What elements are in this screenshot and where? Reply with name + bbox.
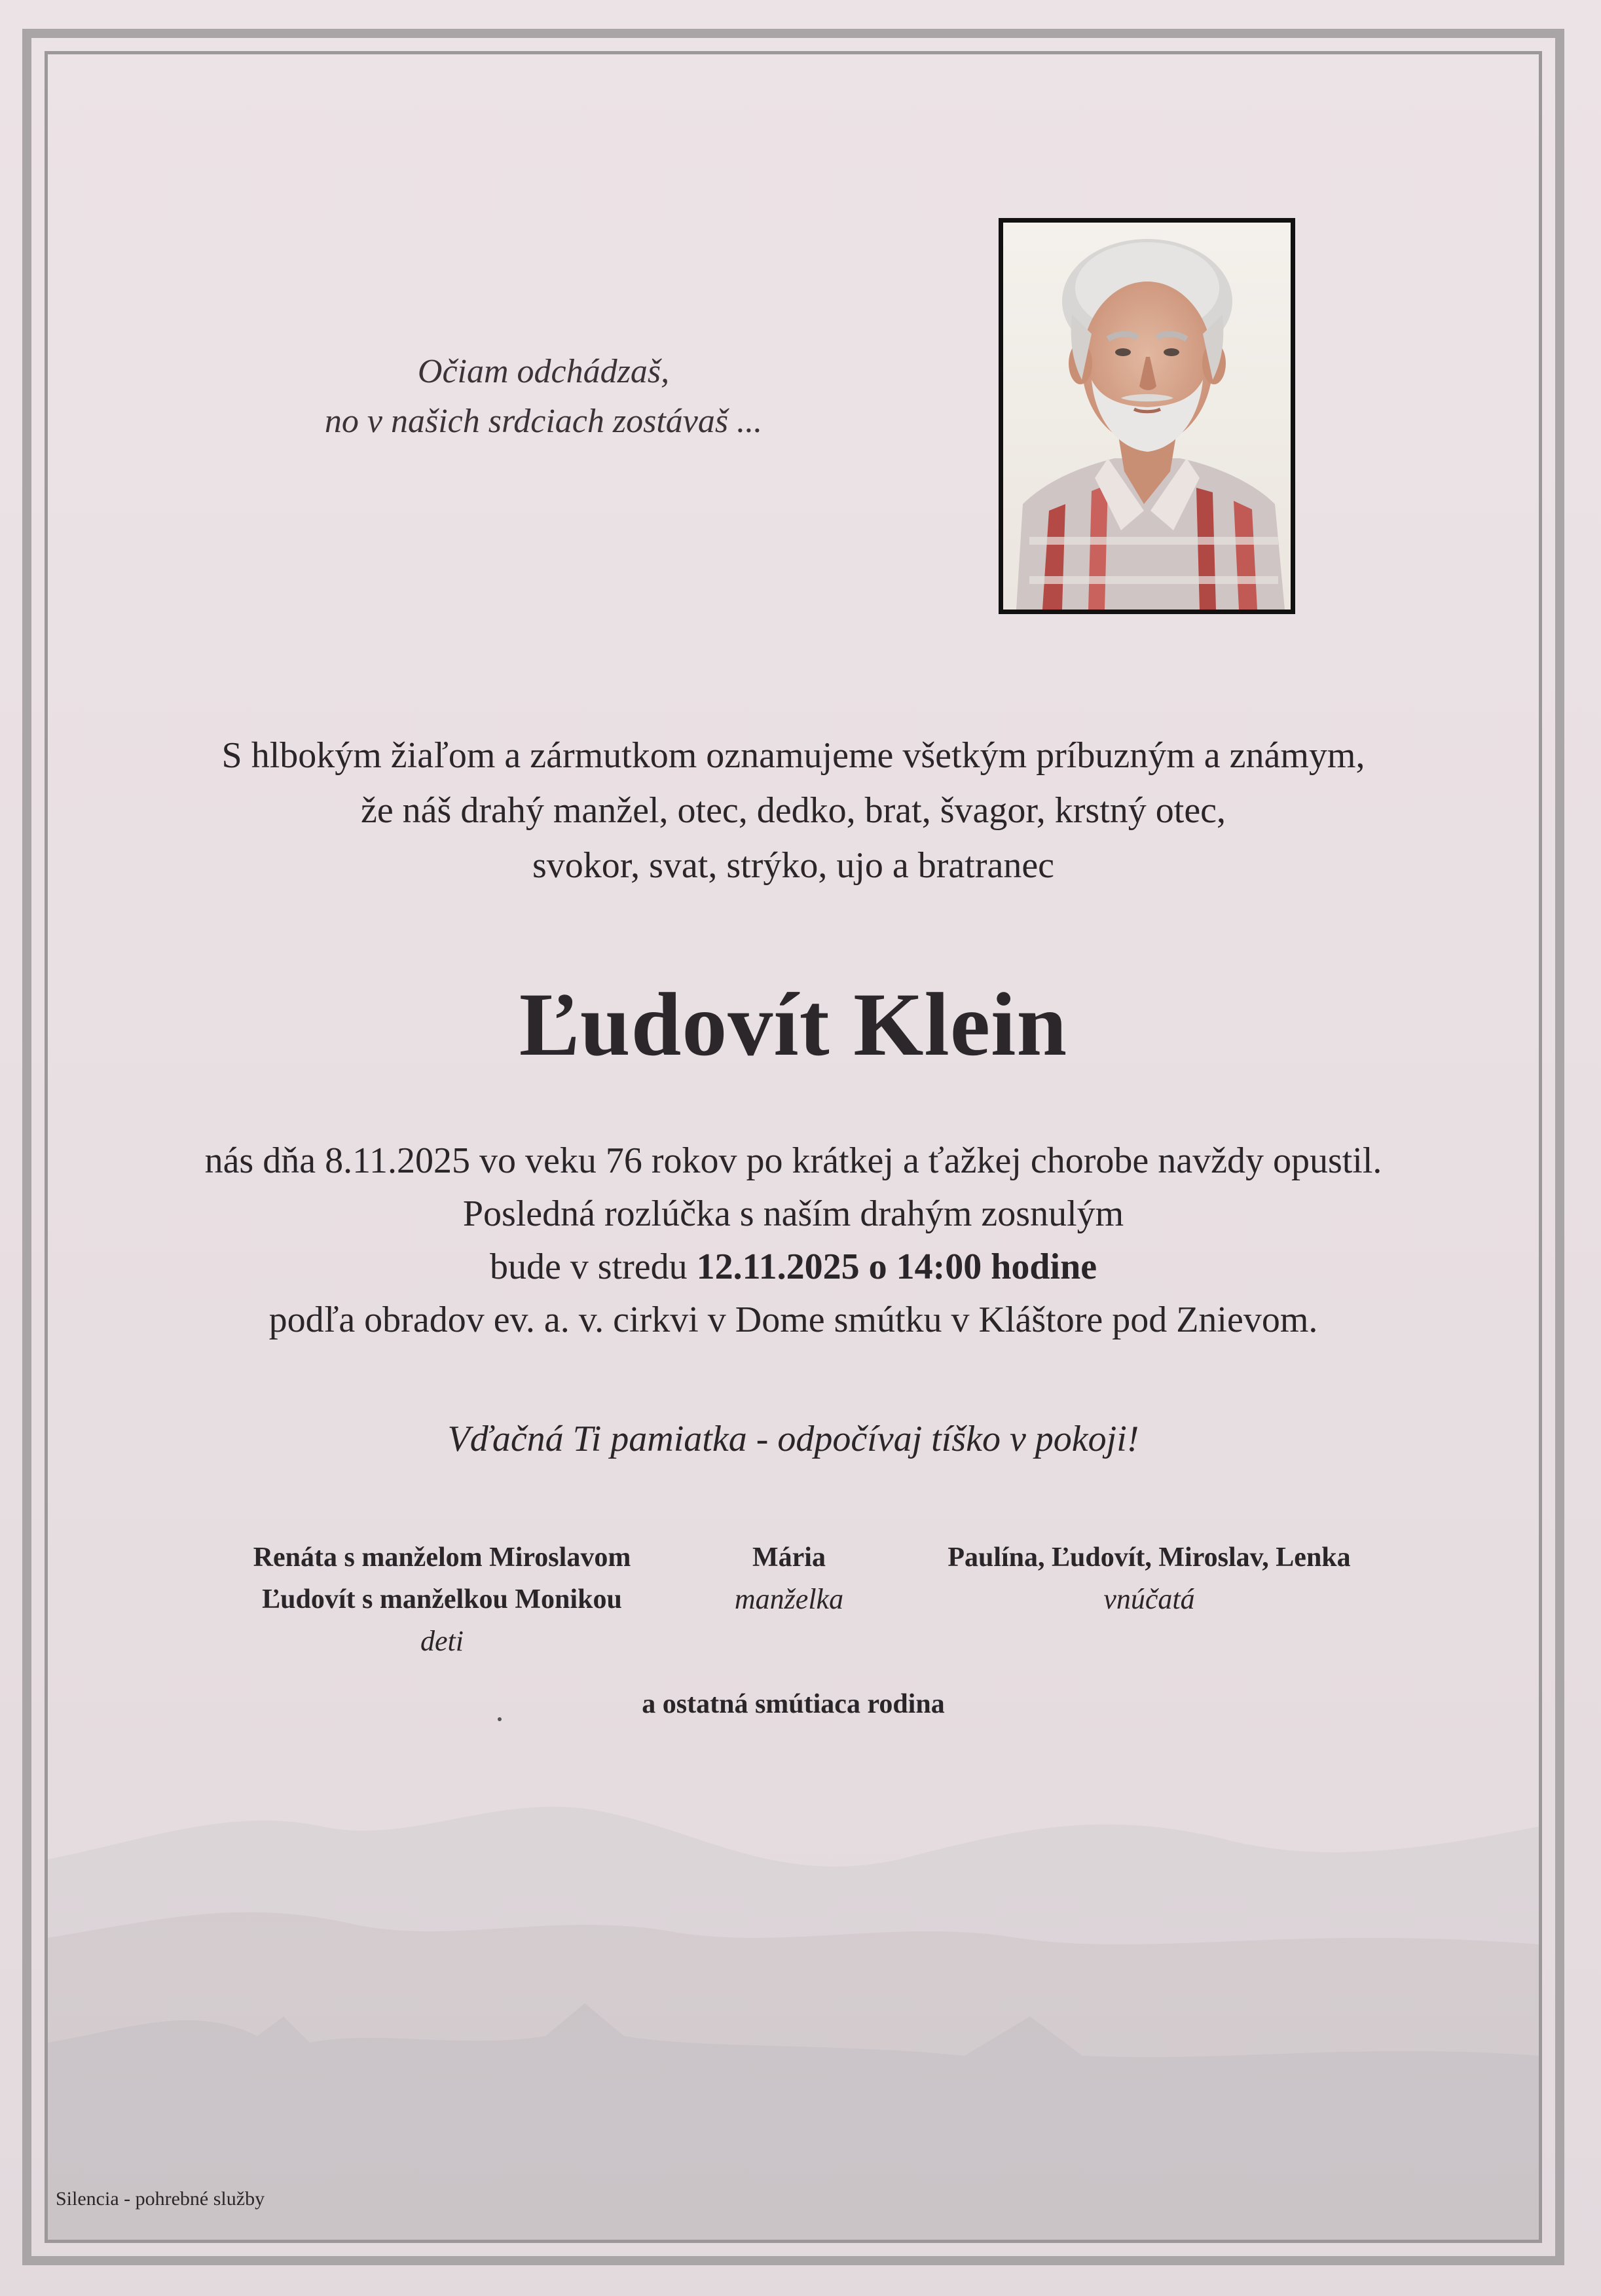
portrait-photo	[999, 218, 1295, 614]
family-name: Mária	[752, 1542, 826, 1573]
family-wife	[707, 1537, 871, 1620]
family-relation: vnúčatá	[1103, 1583, 1195, 1615]
family-relation: deti	[420, 1625, 464, 1657]
motto-line: Očiam odchádzaš,	[417, 353, 670, 390]
family-children	[216, 1537, 668, 1662]
details-line	[48, 1241, 1539, 1294]
funeral-date: 12.11.2025 o 14:00 hodine	[696, 1247, 1097, 1287]
portrait-photo-icon	[1003, 223, 1291, 610]
deceased-name: Ľudovít Klein	[519, 974, 1068, 1074]
family-name: Renáta s manželom Miroslavom	[253, 1542, 631, 1573]
motto	[216, 347, 871, 446]
footer-credit: Silencia - pohrebné služby	[56, 2188, 265, 2210]
rest-of-family: a ostatná smútiaca rodina	[642, 1689, 945, 1719]
announcement-line: že náš drahý manžel, otec, dedko, brat, švagor, krstný otec,	[360, 790, 1226, 831]
details-line: podľa obradov ev. a. v. cirkvi v Dome smútku v Kláštore pod Znievom.	[268, 1300, 1318, 1340]
farewell: Vďačná Ti pamiatka - odpočívaj tíško v pokoji!	[447, 1419, 1139, 1459]
family-relation: manželka	[734, 1583, 844, 1615]
motto-line: no v našich srdciach zostávaš ...	[324, 403, 763, 440]
details-line: nás dňa 8.11.2025 vo veku 76 rokov po krátkej a ťažkej chorobe navždy opustil.	[204, 1140, 1382, 1181]
family-name: Ľudovít s manželkou Monikou	[262, 1584, 622, 1614]
details-prefix: bude v stredu	[489, 1247, 697, 1287]
speck	[498, 1717, 502, 1721]
family-grandchildren	[904, 1537, 1395, 1620]
announcement-line: svokor, svat, strýko, ujo a bratranec	[532, 845, 1055, 886]
funeral-details	[48, 1135, 1539, 1347]
announcement	[48, 728, 1539, 893]
announcement-line: S hlbokým žiaľom a zármutkom oznamujeme všetkým príbuzným a známym,	[221, 735, 1365, 776]
family-name: Paulína, Ľudovít, Miroslav, Lenka	[948, 1542, 1351, 1573]
details-line: Posledná rozlúčka s naším drahým zosnulým	[462, 1194, 1124, 1234]
